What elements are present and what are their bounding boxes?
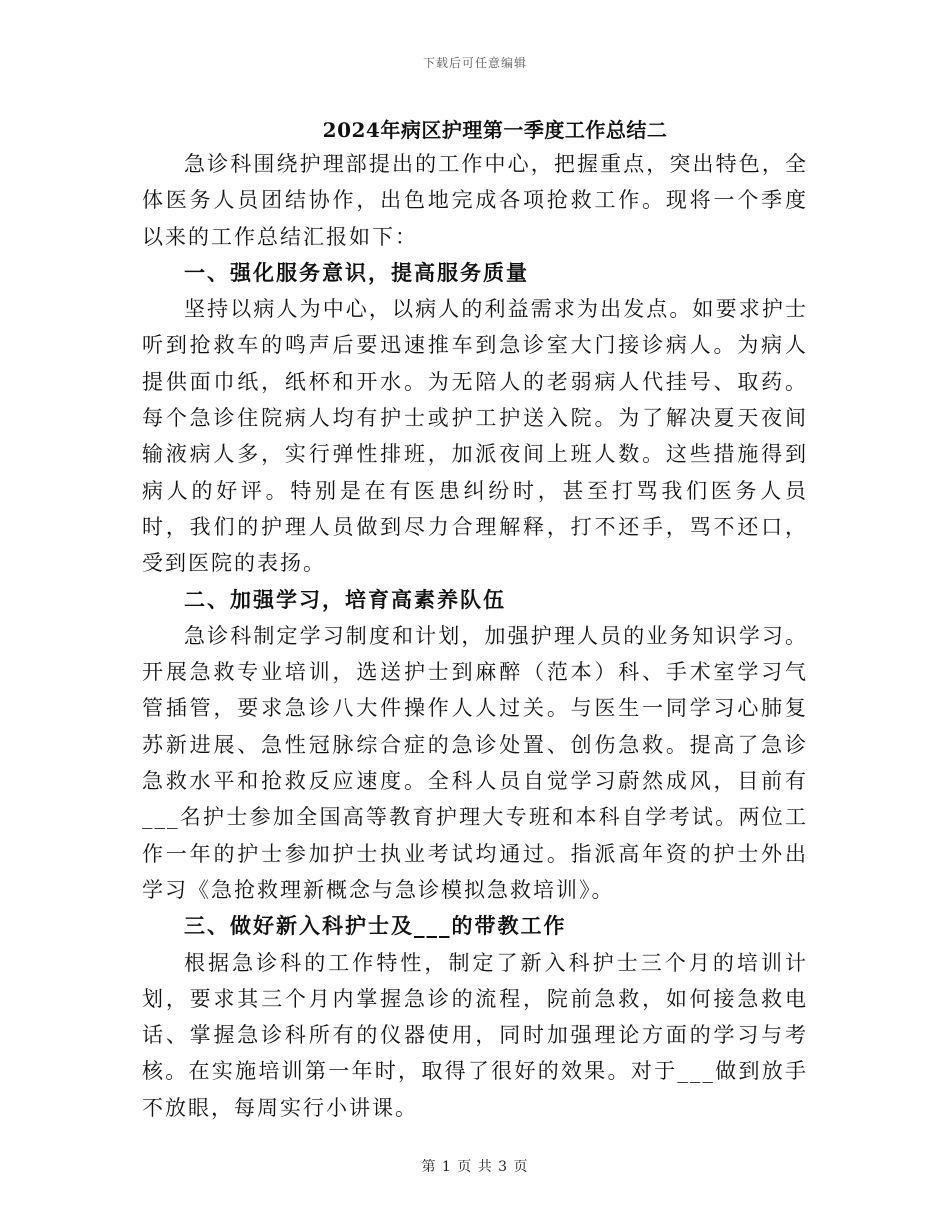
header-note: 下载后可任意编辑: [422, 56, 527, 70]
section-heading-2: 二、加强学习，培育高素养队伍: [184, 586, 506, 612]
section-heading-3: 三、做好新入科护士及___的带教工作: [184, 913, 567, 939]
intro-paragraph: 急诊科围绕护理部提出的工作中心，把握重点，突出特色，全体医务人员团结协作，出色地完成各项抢救工作。现将一个季度以来的工作总结汇报如下：: [142, 152, 808, 249]
section-3-paragraph: 根据急诊科的工作特性，制定了新入科护士三个月的培训计划，要求其三个月内掌握急诊的流程，院前急救，如何接急救电话、掌握急诊科所有的仪器使用，同时加强理论方面的学习与考核。在实施培训第一年时，取得了很好的效果。对于___做到放手不放眼，每周实行小讲课。: [142, 950, 808, 1120]
document-body: [142, 146, 808, 1126]
section-2-paragraph: 急诊科制定学习制度和计划，加强护理人员的业务知识学习。开展急救专业培训，选送护士到麻醉（范本）科、手术室学习气管插管，要求急诊八大件操作人人过关。与医生一同学习心肺复苏新进展、急性冠脉综合症的急诊处置、创伤急救。提高了急诊急救水平和抢救反应速度。全科人员自觉学习蔚然成风，目前有___名护士参加全国高等教育护理大专班和本科自学考试。两位工作一年的护士参加护士执业考试均通过。指派高年资的护士外出学习《急抢救理新概念与急诊模拟急救培训》。: [142, 623, 808, 902]
section-heading-1: 一、强化服务意识，提高服务质量: [184, 259, 529, 285]
page-footer: 第 1 页 共 3 页: [421, 1159, 529, 1175]
section-1-paragraph: 坚持以病人为中心，以病人的利益需求为出发点。如要求护士听到抢救车的鸣声后要迅速推车到急诊室大门接诊病人。为病人提供面巾纸，纸杯和开水。为无陪人的老弱病人代挂号、取药。每个急诊住院病人均有护士或护工护送入院。为了解决夏天夜间输液病人多，实行弹性排班，加派夜间上班人数。这些措施得到病人的好评。特别是在有医患纠纷时，甚至打骂我们医务人员时，我们的护理人员做到尽力合理解释，打不还手，骂不还口，受到医院的表扬。: [142, 297, 808, 576]
document-title: 2024年病区护理第一季度工作总结二: [322, 118, 668, 142]
